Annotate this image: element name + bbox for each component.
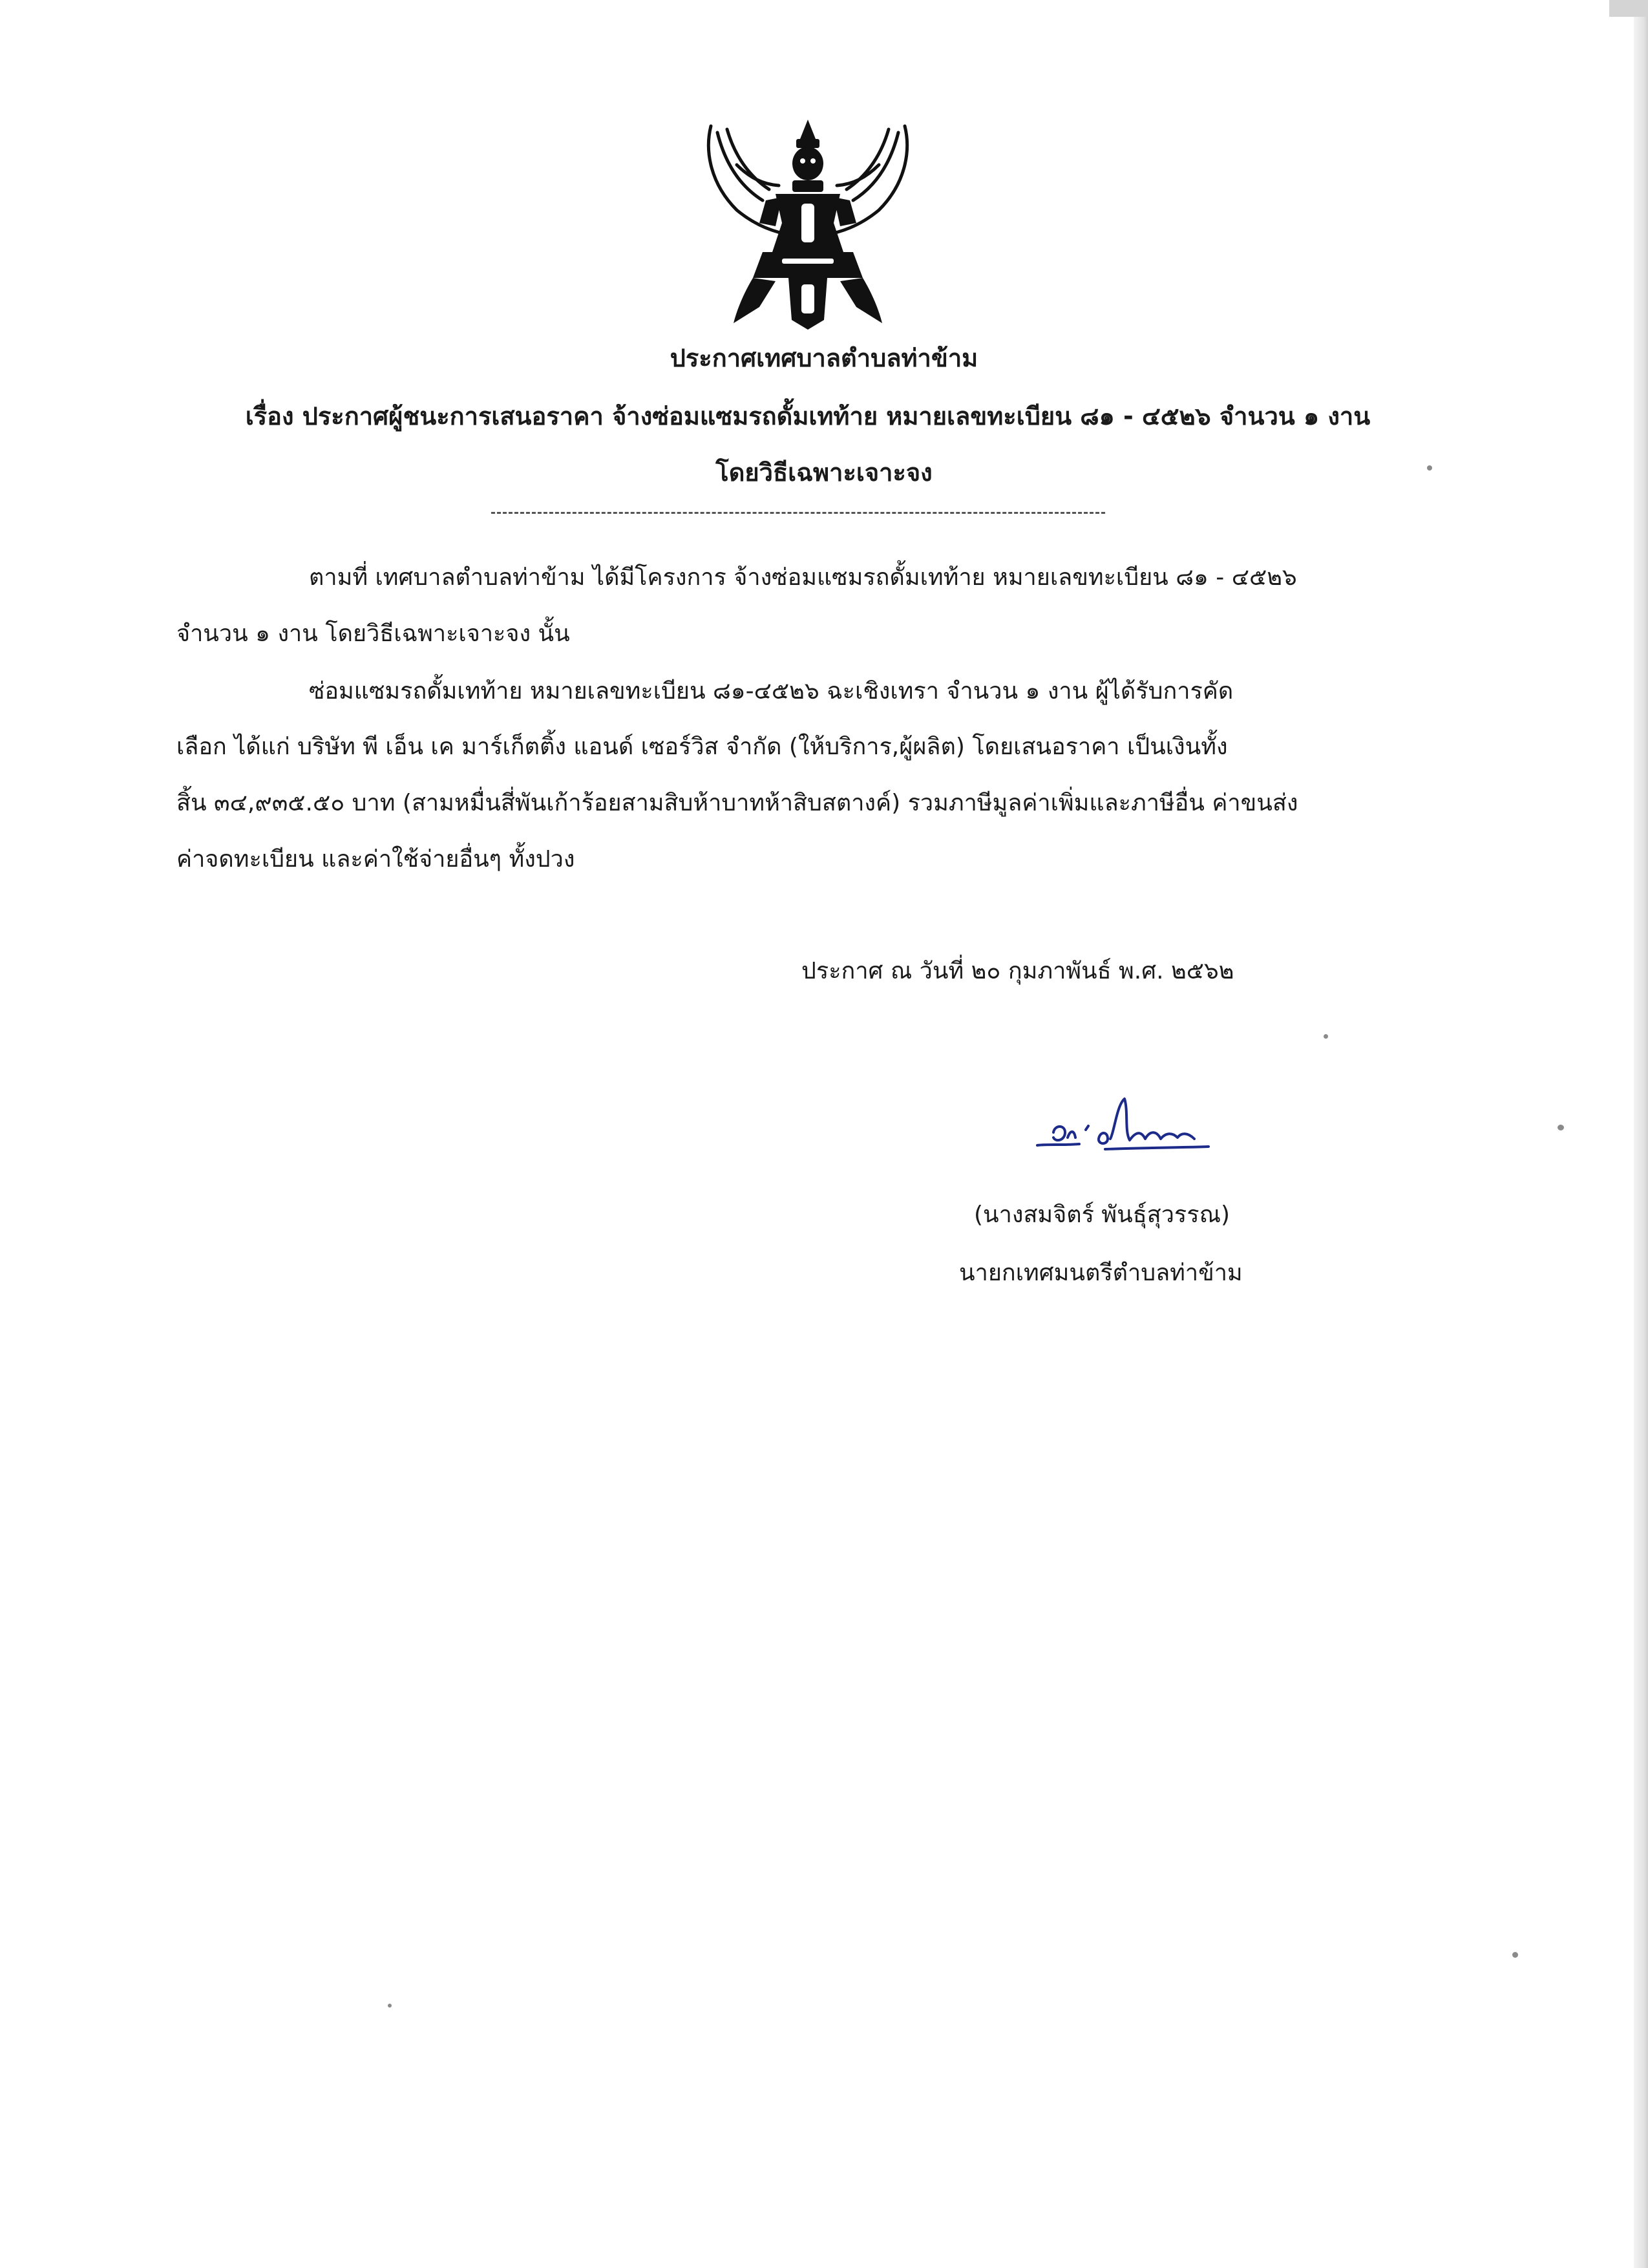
scan-speck	[388, 2004, 392, 2008]
announce-date: ประกาศ ณ วันที่ ๒๐ กุมภาพันธ์ พ.ศ. ๒๕๖๒	[801, 958, 1234, 984]
scan-speck	[1512, 1952, 1518, 1958]
signer-position: นายกเทศมนตรีตำบลท่าข้าม	[959, 1260, 1243, 1286]
garuda-emblem	[698, 113, 918, 333]
paragraph-2-line-1: ซ่อมแซมรถดั้มเทท้าย หมายเลขทะเบียน ๘๑-๔๕๒๖ ฉะเชิงเทรา จำนวน ๑ งาน ผู้ได้รับการคัด	[309, 678, 1234, 705]
scan-speck	[1324, 1034, 1328, 1039]
signer-name: (นางสมจิตร์ พันธุ์สุวรรณ)	[974, 1202, 1231, 1228]
paragraph-2-line-3: สิ้น ๓๔,๙๓๕.๕๐ บาท (สามหมื่นสี่พันเก้าร้อยสามสิบห้าบาทห้าสิบสตางค์) รวมภาษีมูลค่าเพิ่มและภาษีอื่น ค่าขนส่ง	[176, 790, 1298, 816]
signature	[1028, 1092, 1221, 1163]
scan-corner-shadow	[1609, 0, 1648, 17]
separator-rule	[491, 512, 1105, 514]
subject-line-1: เรื่อง ประกาศผู้ชนะการเสนอราคา จ้างซ่อมแซมรถดั้มเทท้าย หมายเลขทะเบียน ๘๑ - ๔๕๒๖ จำนวน ๑ งาน	[245, 402, 1371, 430]
paragraph-2-line-2: เลือก ได้แก่ บริษัท พี เอ็น เค มาร์เก็ตติ้ง แอนด์ เซอร์วิส จำกัด (ให้บริการ,ผู้ผลิต) โดยเสนอราคา เป็นเงินทั้ง	[176, 734, 1228, 760]
paragraph-1-line-2: จำนวน ๑ งาน โดยวิธีเฉพาะเจาะจง นั้น	[176, 620, 570, 647]
document-title: ประกาศเทศบาลตำบลท่าข้าม	[670, 344, 978, 372]
scan-speck	[1558, 1125, 1564, 1130]
paragraph-2-line-4: ค่าจดทะเบียน และค่าใช้จ่ายอื่นๆ ทั้งปวง	[176, 846, 575, 873]
paragraph-1-line-1: ตามที่ เทศบาลตำบลท่าข้าม ได้มีโครงการ จ้างซ่อมแซมรถดั้มเทท้าย หมายเลขทะเบียน ๘๑ - ๔๕๒๖	[309, 564, 1297, 591]
subject-line-2: โดยวิธีเฉพาะเจาะจง	[715, 458, 933, 487]
